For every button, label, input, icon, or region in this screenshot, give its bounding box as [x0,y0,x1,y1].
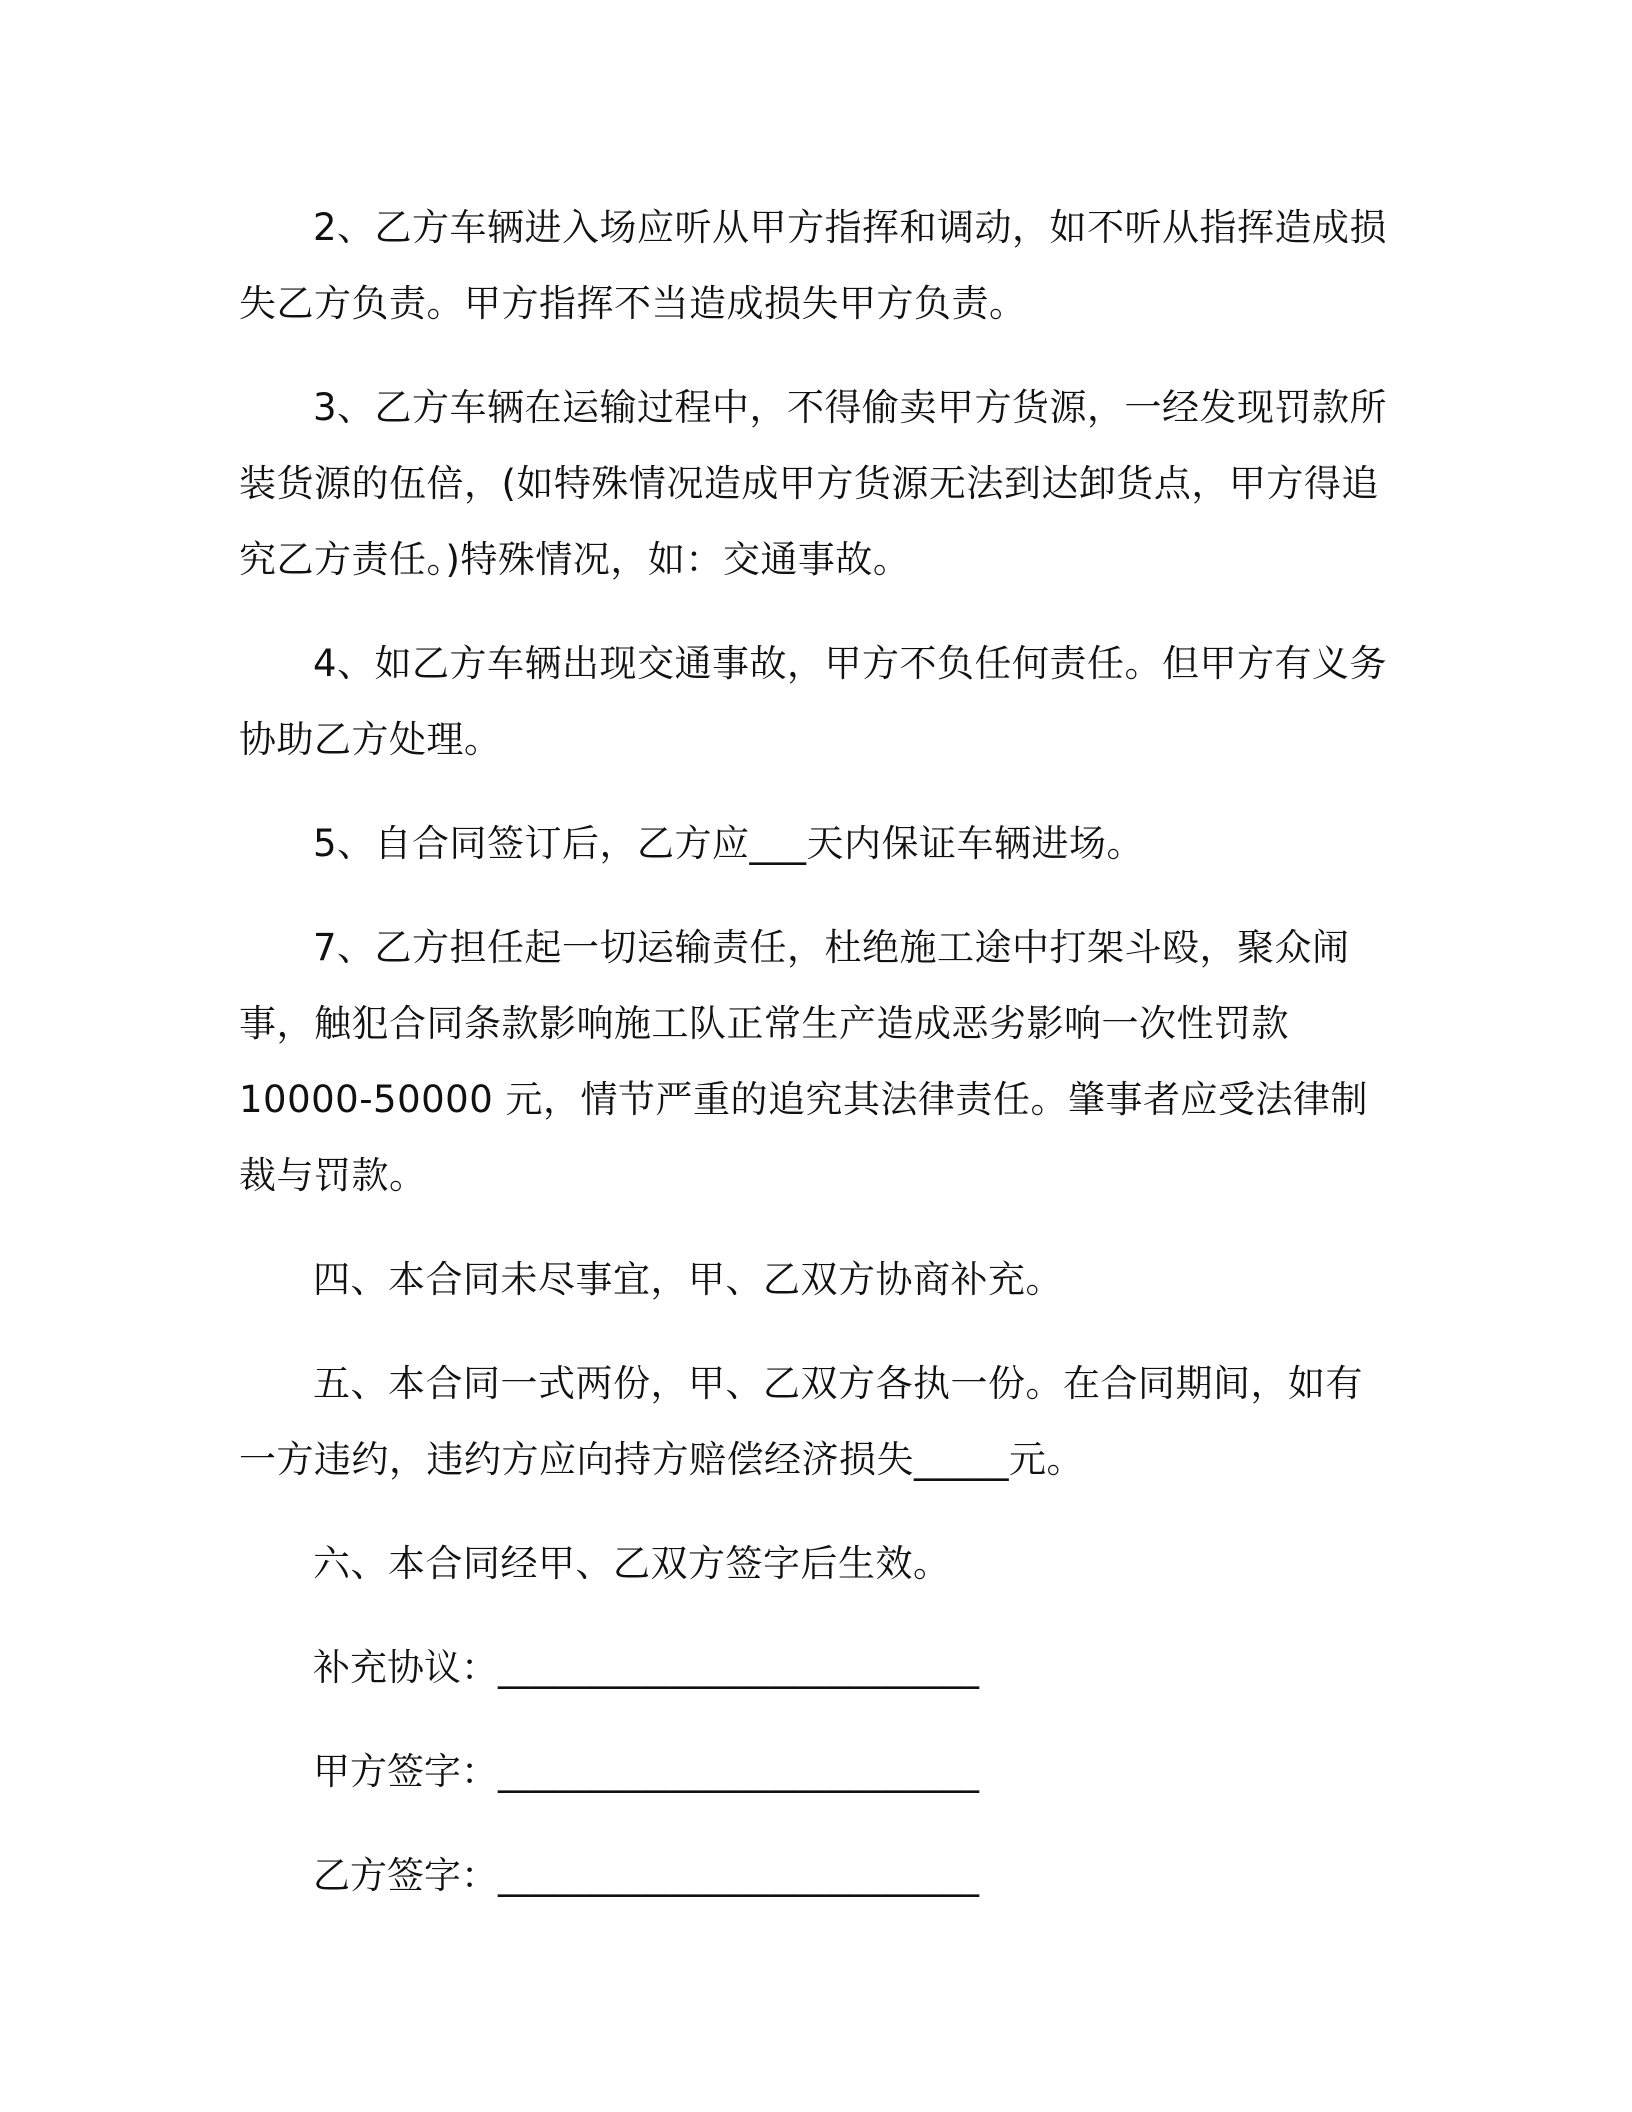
party-a-signature-label: 甲方签字： [313,1750,498,1793]
section-6: 六、本合同经甲、乙双方签字后生效。 [313,1542,951,1585]
document-body [239,190,1389,1914]
supplement-label: 补充协议： [313,1646,498,1689]
party-b-signature-line: __________________________ [498,1854,979,1897]
party-a-signature-line: __________________________ [498,1750,979,1793]
section-5: 五、本合同一式两份，甲、乙双方各执一份。在合同期间，如有一方违约，违约方应向持方赔偿经济损失_____元。 [239,1362,1363,1481]
supplement-line: __________________________ [498,1646,979,1689]
party-b-signature-label: 乙方签字： [313,1854,498,1897]
party-a-signature-row [239,1734,1389,1810]
clause-2: 2、乙方车辆进入场应听从甲方指挥和调动，如不听从指挥造成损失乙方负责。甲方指挥不当造成损失甲方负责。 [239,206,1388,325]
supplement-row [239,1630,1389,1706]
clause-3: 3、乙方车辆在运输过程中，不得偷卖甲方货源，一经发现罚款所装货源的伍倍，(如特殊情况造成甲方货源无法到达卸货点，甲方得追究乙方责任。)特殊情况，如：交通事故。 [239,386,1388,581]
clause-7: 7、乙方担任起一切运输责任，杜绝施工途中打架斗殴，聚众闹事，触犯合同条款影响施工队正常生产造成恶劣影响一次性罚款 10000-50000 元，情节严重的追究其法律责任。肇事者应受法律制裁与罚款。 [239,926,1369,1197]
party-b-signature-row [239,1838,1389,1914]
section-4: 四、本合同未尽事宜，甲、乙双方协商补充。 [313,1258,1063,1301]
clause-4: 4、如乙方车辆出现交通事故，甲方不负任何责任。但甲方有义务协助乙方处理。 [239,642,1388,761]
clause-5: 5、自合同签订后，乙方应___天内保证车辆进场。 [313,822,1145,865]
